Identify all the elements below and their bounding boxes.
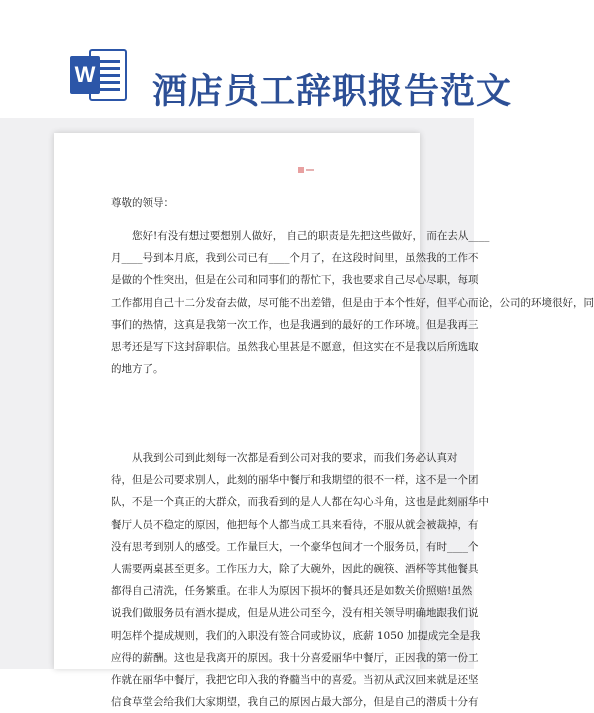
text-line: 应得的薪酬。这也是我离开的原因。我十分喜爱丽华中餐厅，正因我的第一份工 (111, 651, 479, 664)
text-line: 月____号到本月底，我到公司已有____个月了，在这段时间里，虽然我的工作不 (111, 252, 479, 265)
text-line: 从我到公司到此刻每一次都是看到公司对我的要求，而我们务必认真对 (132, 452, 458, 464)
text-line: 信食草堂会给我们大家期望，我自己的原因占最大部分，但是自己的潜质十分有 (111, 696, 479, 709)
text-line: 您好!有没有想过要想别人做好， 自己的职责是先把这些做好， 而在去从____ (132, 230, 490, 242)
text-line: 工作都用自己十二分发奋去做，尽可能不出差错，但是由于本个性好，但平心而论，公司的环境很好，同 (111, 296, 594, 309)
text-line: 没有思考到别人的感受。工作量巨大，一个豪华包间才一个服务员，有时____个 (111, 540, 479, 553)
text-line: 说我们做服务员有酒水提成，但是从进公司至今，没有相关领导明确地跟我们说 (111, 607, 479, 620)
paragraph-1 (111, 225, 594, 380)
header-banner (0, 0, 513, 118)
word-logo-icon (70, 48, 128, 102)
greeting: 尊敬的领导： (111, 197, 174, 209)
text-line: 是做的个性突出，但是在公司和同事们的帮忙下，我也要求自己尽心尽职，每项 (111, 274, 479, 287)
document-page (54, 133, 594, 709)
text-line: 队，不是一个真正的大群众，而我看到的是人人都在勾心斗角，这也是此刻丽华中 (111, 496, 489, 509)
paragraph-2 (111, 447, 489, 713)
text-line: 明怎样个提成规则，我们的入职没有签合同或协议，底薪 1050 加提成完全是我 (111, 629, 481, 642)
text-line: 的地方了。 (111, 363, 164, 376)
svg-text:W: W (74, 62, 96, 87)
text-line: 作就在丽华中餐厅，我把它印入我的脊髓当中的喜爱。当初从武汉回来就是还坚 (111, 673, 479, 686)
text-line: 都得自己清洗，任务繁重。在非人为原因下损坏的餐具还是如数关价照赔!虽然 (111, 585, 473, 598)
text-line: 待，但是公司要求别人，此刻的丽华中餐厅和我期望的很不一样，这不是一个团 (111, 474, 479, 487)
section-mark (298, 166, 314, 174)
text-line: 人需要两桌甚至更多。工作压力大，除了大碗外，因此的碗筷、酒杯等其他餐具 (111, 562, 479, 575)
page-title: 酒店员工辞职报告范文 (152, 71, 513, 112)
text-line: 思考还是写下这封辞职信。虽然我心里甚是不愿意，但这实在不是我以后所选取 (111, 340, 479, 353)
text-line: 事们的热情，这真是我第一次工作，也是我遇到的最好的工作环境。但是我再三 (111, 318, 479, 331)
text-line: 餐厅人员不稳定的原因，他把每个人都当成工具来看待，不服从就会被裁掉，有 (111, 518, 479, 531)
